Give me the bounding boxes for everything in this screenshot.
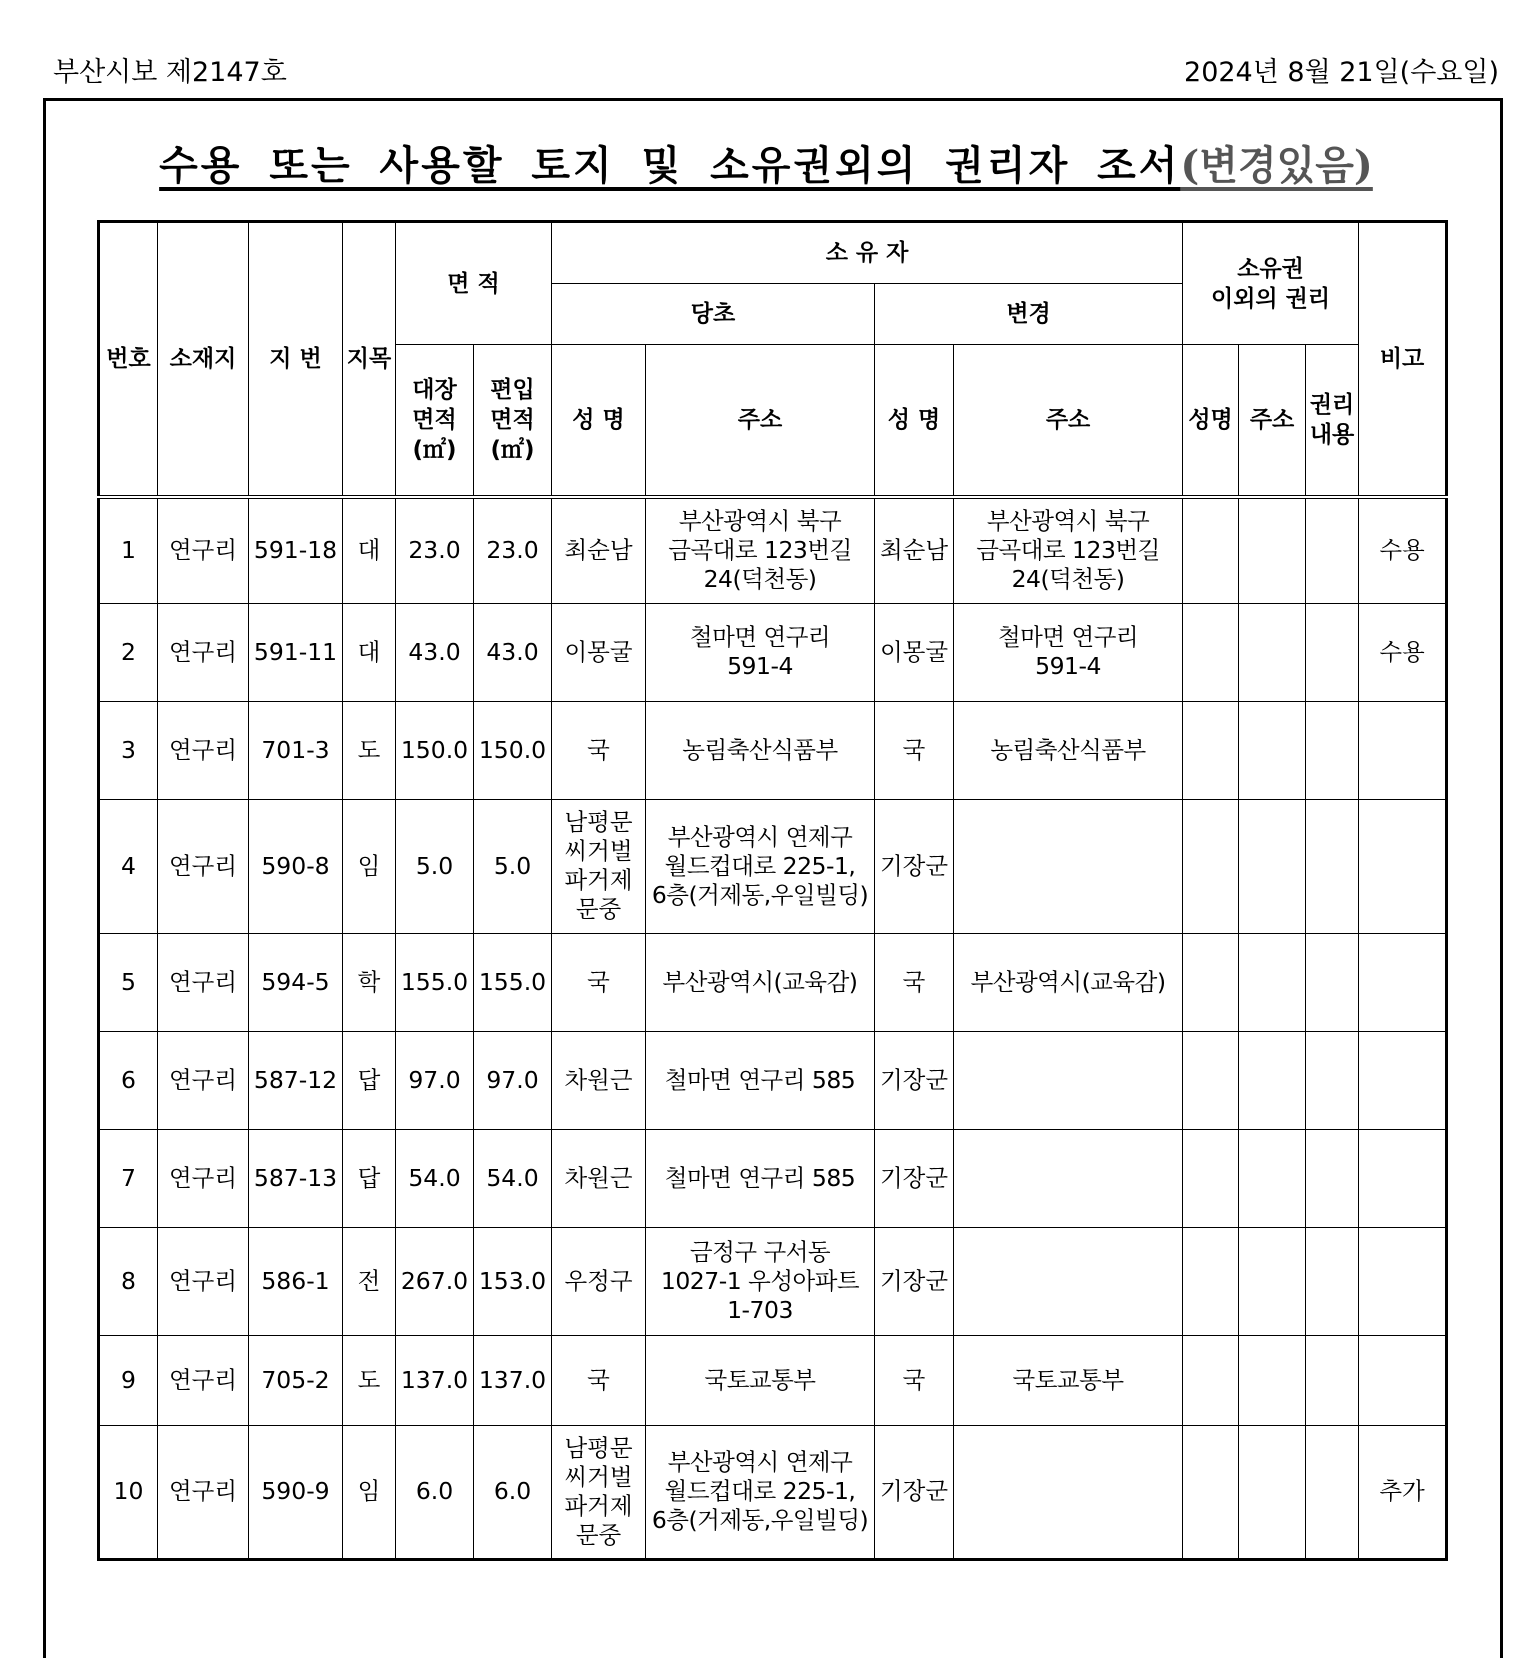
cell-rights-content [1306, 1425, 1359, 1559]
cell-changed-address [954, 1425, 1183, 1559]
cell-category: 임 [343, 799, 396, 933]
cell-no: 5 [99, 933, 158, 1031]
cell-remarks: 수용 [1359, 497, 1447, 603]
cell-rights-content [1306, 1227, 1359, 1335]
cell-area-ledger: 267.0 [396, 1227, 474, 1335]
table-row [99, 1425, 1447, 1559]
cell-changed-address: 부산광역시 북구 금곡대로 123번길 24(덕천동) [954, 497, 1183, 603]
cell-area-ledger: 137.0 [396, 1335, 474, 1425]
cell-area-included: 150.0 [474, 701, 552, 799]
cell-original-name: 차원근 [552, 1031, 646, 1129]
cell-area-included: 54.0 [474, 1129, 552, 1227]
cell-original-name: 남평문 씨거벌 파거제 문중 [552, 1425, 646, 1559]
cell-changed-address [954, 1129, 1183, 1227]
cell-remarks [1359, 701, 1447, 799]
document-title [0, 140, 1532, 192]
cell-rights-content [1306, 799, 1359, 933]
cell-rights-name [1183, 1129, 1239, 1227]
cell-area-ledger: 155.0 [396, 933, 474, 1031]
header-rights-group: 소유권 이외의 권리 [1183, 222, 1359, 345]
header-category: 지목 [343, 222, 396, 498]
title-main: 수용 또는 사용할 토지 및 소유권외의 권리자 조서 [159, 143, 1181, 189]
cell-no: 3 [99, 701, 158, 799]
cell-original-address: 부산광역시 북구 금곡대로 123번길 24(덕천동) [646, 497, 875, 603]
cell-rights-name [1183, 701, 1239, 799]
cell-original-name: 국 [552, 701, 646, 799]
cell-location: 연구리 [158, 1425, 249, 1559]
cell-remarks [1359, 933, 1447, 1031]
header-location: 소재지 [158, 222, 249, 498]
cell-rights-address [1239, 799, 1306, 933]
header-area: 면 적 [396, 222, 552, 345]
cell-changed-name: 기장군 [875, 799, 954, 933]
cell-original-address: 철마면 연구리 591-4 [646, 603, 875, 701]
cell-changed-name: 국 [875, 933, 954, 1031]
cell-rights-name [1183, 1425, 1239, 1559]
cell-rights-name [1183, 799, 1239, 933]
table-row [99, 1031, 1447, 1129]
cell-lot: 586-1 [249, 1227, 343, 1335]
cell-location: 연구리 [158, 1031, 249, 1129]
cell-rights-address [1239, 701, 1306, 799]
cell-category: 대 [343, 497, 396, 603]
cell-area-ledger: 97.0 [396, 1031, 474, 1129]
cell-original-address: 국토교통부 [646, 1335, 875, 1425]
cell-remarks [1359, 1227, 1447, 1335]
header-rights-content: 권리 내용 [1306, 345, 1359, 498]
cell-changed-address: 부산광역시(교육감) [954, 933, 1183, 1031]
header-original-address: 주소 [646, 345, 875, 498]
cell-area-included: 23.0 [474, 497, 552, 603]
cell-area-ledger: 43.0 [396, 603, 474, 701]
publication-header: 부산시보 제2147호 [53, 57, 287, 88]
cell-no: 7 [99, 1129, 158, 1227]
header-changed: 변경 [875, 284, 1183, 345]
cell-lot: 591-18 [249, 497, 343, 603]
table-row [99, 603, 1447, 701]
cell-category: 전 [343, 1227, 396, 1335]
cell-rights-address [1239, 933, 1306, 1031]
header-original-name: 성 명 [552, 345, 646, 498]
cell-area-included: 153.0 [474, 1227, 552, 1335]
cell-changed-name: 국 [875, 1335, 954, 1425]
cell-remarks [1359, 1031, 1447, 1129]
cell-remarks [1359, 1335, 1447, 1425]
cell-category: 답 [343, 1031, 396, 1129]
cell-changed-name: 이몽굴 [875, 603, 954, 701]
cell-area-included: 137.0 [474, 1335, 552, 1425]
cell-original-name: 이몽굴 [552, 603, 646, 701]
cell-no: 10 [99, 1425, 158, 1559]
header-changed-address: 주소 [954, 345, 1183, 498]
cell-area-included: 155.0 [474, 933, 552, 1031]
header-remarks: 비고 [1359, 222, 1447, 498]
header-changed-name: 성 명 [875, 345, 954, 498]
cell-remarks [1359, 799, 1447, 933]
cell-changed-name: 최순남 [875, 497, 954, 603]
cell-area-ledger: 150.0 [396, 701, 474, 799]
cell-changed-address [954, 1227, 1183, 1335]
table-row [99, 933, 1447, 1031]
header-area-included: 편입 면적 (㎡) [474, 345, 552, 498]
cell-rights-name [1183, 933, 1239, 1031]
cell-area-ledger: 23.0 [396, 497, 474, 603]
header-rights-address: 주소 [1239, 345, 1306, 498]
table-row [99, 1227, 1447, 1335]
header-owner: 소 유 자 [552, 222, 1183, 284]
table-row [99, 799, 1447, 933]
cell-changed-address [954, 799, 1183, 933]
cell-category: 대 [343, 603, 396, 701]
cell-lot: 591-11 [249, 603, 343, 701]
cell-lot: 587-12 [249, 1031, 343, 1129]
cell-original-address: 부산광역시(교육감) [646, 933, 875, 1031]
cell-changed-address [954, 1031, 1183, 1129]
cell-original-address: 농림축산식품부 [646, 701, 875, 799]
cell-rights-content [1306, 933, 1359, 1031]
cell-category: 답 [343, 1129, 396, 1227]
cell-rights-address [1239, 1227, 1306, 1335]
header-no: 번호 [99, 222, 158, 498]
cell-rights-address [1239, 603, 1306, 701]
cell-category: 학 [343, 933, 396, 1031]
cell-no: 2 [99, 603, 158, 701]
cell-no: 6 [99, 1031, 158, 1129]
table-row [99, 701, 1447, 799]
header-lot: 지 번 [249, 222, 343, 498]
cell-rights-name [1183, 1031, 1239, 1129]
cell-rights-name [1183, 1335, 1239, 1425]
cell-location: 연구리 [158, 799, 249, 933]
cell-location: 연구리 [158, 1335, 249, 1425]
cell-rights-content [1306, 701, 1359, 799]
cell-location: 연구리 [158, 1129, 249, 1227]
cell-lot: 701-3 [249, 701, 343, 799]
header-original: 당초 [552, 284, 875, 345]
cell-rights-name [1183, 497, 1239, 603]
header-area-ledger: 대장 면적 (㎡) [396, 345, 474, 498]
cell-area-ledger: 6.0 [396, 1425, 474, 1559]
cell-original-address: 철마면 연구리 585 [646, 1031, 875, 1129]
cell-rights-content [1306, 1335, 1359, 1425]
cell-rights-content [1306, 1031, 1359, 1129]
cell-location: 연구리 [158, 701, 249, 799]
cell-rights-address [1239, 1129, 1306, 1227]
cell-changed-name: 기장군 [875, 1129, 954, 1227]
cell-original-name: 국 [552, 1335, 646, 1425]
cell-rights-address [1239, 1335, 1306, 1425]
cell-rights-address [1239, 1425, 1306, 1559]
cell-original-name: 차원근 [552, 1129, 646, 1227]
cell-remarks [1359, 1129, 1447, 1227]
cell-area-included: 43.0 [474, 603, 552, 701]
cell-lot: 594-5 [249, 933, 343, 1031]
cell-original-address: 철마면 연구리 585 [646, 1129, 875, 1227]
cell-rights-address [1239, 497, 1306, 603]
cell-lot: 590-9 [249, 1425, 343, 1559]
table-row [99, 1129, 1447, 1227]
cell-location: 연구리 [158, 497, 249, 603]
cell-changed-name: 국 [875, 701, 954, 799]
land-rights-table [97, 220, 1448, 1561]
cell-category: 도 [343, 701, 396, 799]
cell-changed-name: 기장군 [875, 1031, 954, 1129]
cell-original-address: 금정구 구서동 1027-1 우성아파트 1-703 [646, 1227, 875, 1335]
cell-rights-content [1306, 497, 1359, 603]
cell-location: 연구리 [158, 933, 249, 1031]
cell-no: 9 [99, 1335, 158, 1425]
cell-rights-address [1239, 1031, 1306, 1129]
cell-rights-name [1183, 603, 1239, 701]
cell-area-included: 6.0 [474, 1425, 552, 1559]
cell-rights-content [1306, 603, 1359, 701]
cell-remarks: 수용 [1359, 603, 1447, 701]
cell-changed-address: 농림축산식품부 [954, 701, 1183, 799]
title-suffix: (변경있음) [1180, 142, 1373, 189]
cell-lot: 590-8 [249, 799, 343, 933]
cell-original-name: 우정구 [552, 1227, 646, 1335]
cell-category: 임 [343, 1425, 396, 1559]
cell-location: 연구리 [158, 1227, 249, 1335]
cell-no: 1 [99, 497, 158, 603]
cell-rights-content [1306, 1129, 1359, 1227]
cell-original-name: 최순남 [552, 497, 646, 603]
header-rights-name: 성명 [1183, 345, 1239, 498]
cell-changed-address: 철마면 연구리 591-4 [954, 603, 1183, 701]
table-row [99, 1335, 1447, 1425]
cell-location: 연구리 [158, 603, 249, 701]
cell-area-ledger: 54.0 [396, 1129, 474, 1227]
cell-changed-name: 기장군 [875, 1227, 954, 1335]
cell-changed-name: 기장군 [875, 1425, 954, 1559]
table-row [99, 497, 1447, 603]
cell-original-address: 부산광역시 연제구 월드컵대로 225-1, 6층(거제동,우일빌딩) [646, 799, 875, 933]
cell-category: 도 [343, 1335, 396, 1425]
cell-original-name: 남평문 씨거벌 파거제 문중 [552, 799, 646, 933]
cell-no: 8 [99, 1227, 158, 1335]
cell-no: 4 [99, 799, 158, 933]
cell-changed-address: 국토교통부 [954, 1335, 1183, 1425]
cell-remarks: 추가 [1359, 1425, 1447, 1559]
cell-area-ledger: 5.0 [396, 799, 474, 933]
cell-lot: 705-2 [249, 1335, 343, 1425]
publication-date: 2024년 8월 21일(수요일) [1184, 57, 1499, 88]
cell-rights-name [1183, 1227, 1239, 1335]
cell-area-included: 5.0 [474, 799, 552, 933]
cell-area-included: 97.0 [474, 1031, 552, 1129]
cell-lot: 587-13 [249, 1129, 343, 1227]
cell-original-name: 국 [552, 933, 646, 1031]
cell-original-address: 부산광역시 연제구 월드컵대로 225-1, 6층(거제동,우일빌딩) [646, 1425, 875, 1559]
